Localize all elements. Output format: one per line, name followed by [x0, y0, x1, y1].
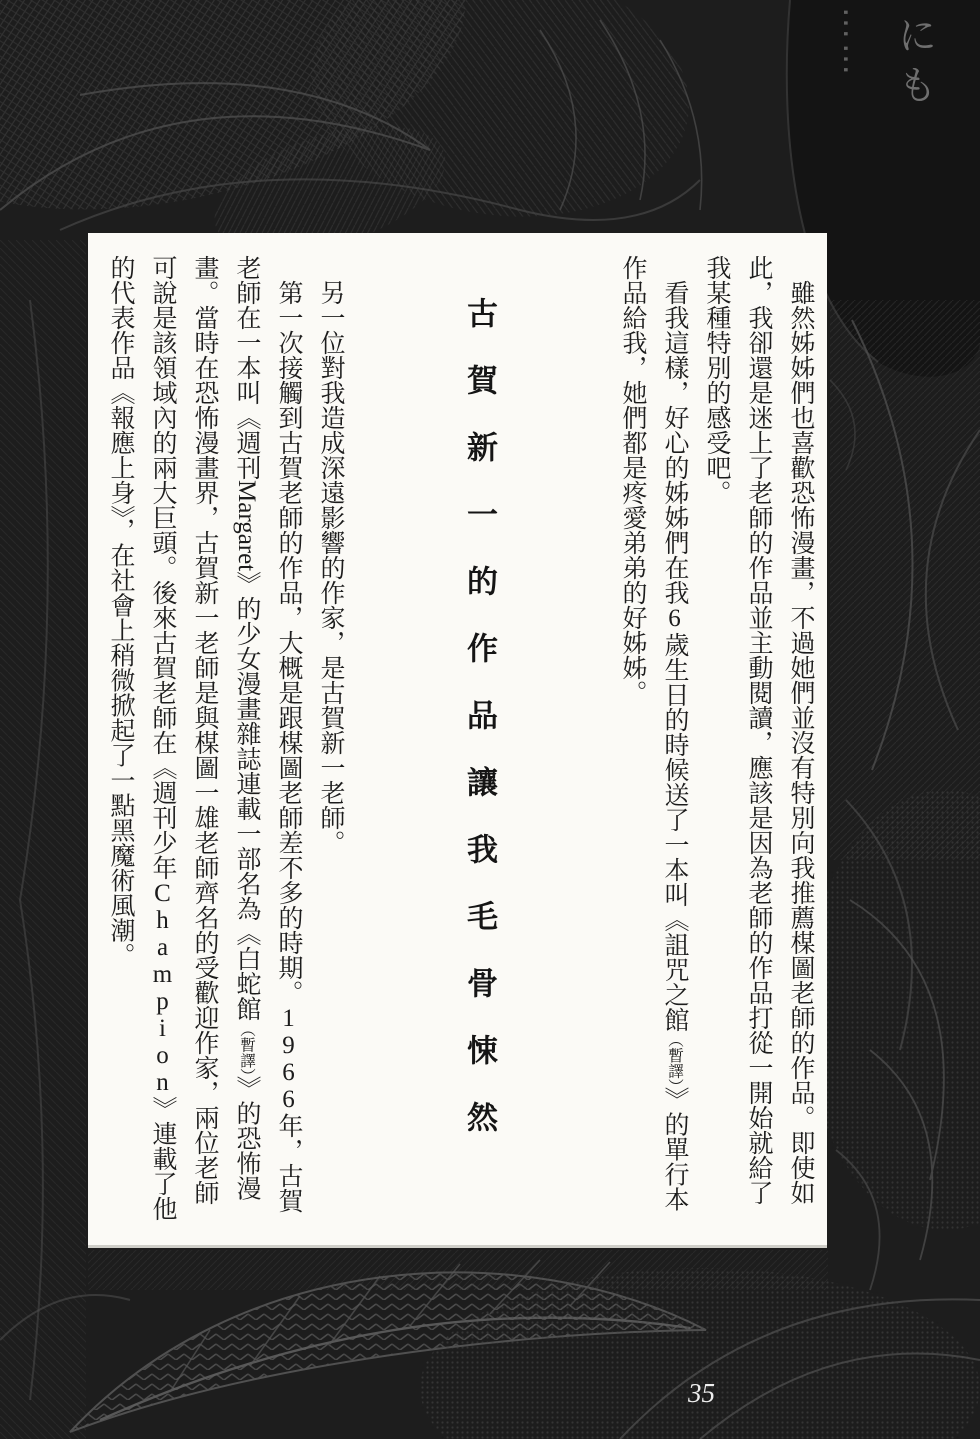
text-segment: 》的少女漫畫雜誌連載一部名為《白蛇館 — [233, 571, 260, 1022]
article-title: 古賀新一的作品讓我毛骨悚然 — [462, 297, 497, 1168]
text-segment: 年，古賀老師在一本叫《週刊 — [233, 255, 302, 1213]
text-panel — [88, 233, 827, 1245]
bubble-text: にも — [892, 14, 936, 114]
page-number: 35 — [688, 1378, 715, 1408]
bubble-ellipsis-text: …… — [836, 6, 874, 78]
text-segment-upright: 6 — [661, 605, 688, 632]
text-segment: 看我這樣，好心的姊姊們在我 — [661, 280, 688, 605]
text-segment-small: （暫譯） — [666, 1032, 683, 1087]
article — [88, 233, 827, 1245]
text-segment-upright: Champion — [149, 880, 176, 1096]
paragraph — [695, 255, 821, 1221]
paragraph — [99, 255, 309, 1221]
paragraph — [611, 255, 695, 1221]
text-segment: 歲生日的時候送了一本叫《詛咒之館 — [661, 632, 688, 1032]
paragraph — [309, 255, 351, 1221]
text-segment: 另一位對我造成深遠影響的作家，是古賀新一老師。 — [317, 280, 344, 855]
text-segment: 》連載了他的代表作品《報應上身》，在社會上稍微掀起了一點黑魔術風潮。 — [107, 255, 176, 1221]
text-segment: 雖然姊姊們也喜歡恐怖漫畫，不過她們並沒有特別向我推薦楳圖老師的作品。即使如此，我卻還是迷上了老師的作品並主動閱讀，應該是因為老師的作品打從一開始就給了我某種特別的感受吧。 — [703, 255, 814, 1205]
text-segment: 》的單行本作品給我，她們都是疼愛弟弟的好姊姊。 — [619, 255, 688, 1212]
text-segment-small: （暫譯） — [238, 1021, 255, 1076]
text-segment-rotated: Margaret — [233, 480, 260, 572]
text-segment: 第一次接觸到古賀老師的作品，大概是跟楳圖老師差不多的時期。 — [275, 280, 302, 1005]
text-segment-upright: 1966 — [275, 1005, 302, 1113]
text-segment: 》的恐怖漫畫。當時在恐怖漫畫界，古賀新一老師是與楳圖一雄老師齊名的受歡迎作家，兩位老師可說是該領域內的兩大巨頭。後來古賀老師在《週刊少年 — [149, 255, 260, 1205]
